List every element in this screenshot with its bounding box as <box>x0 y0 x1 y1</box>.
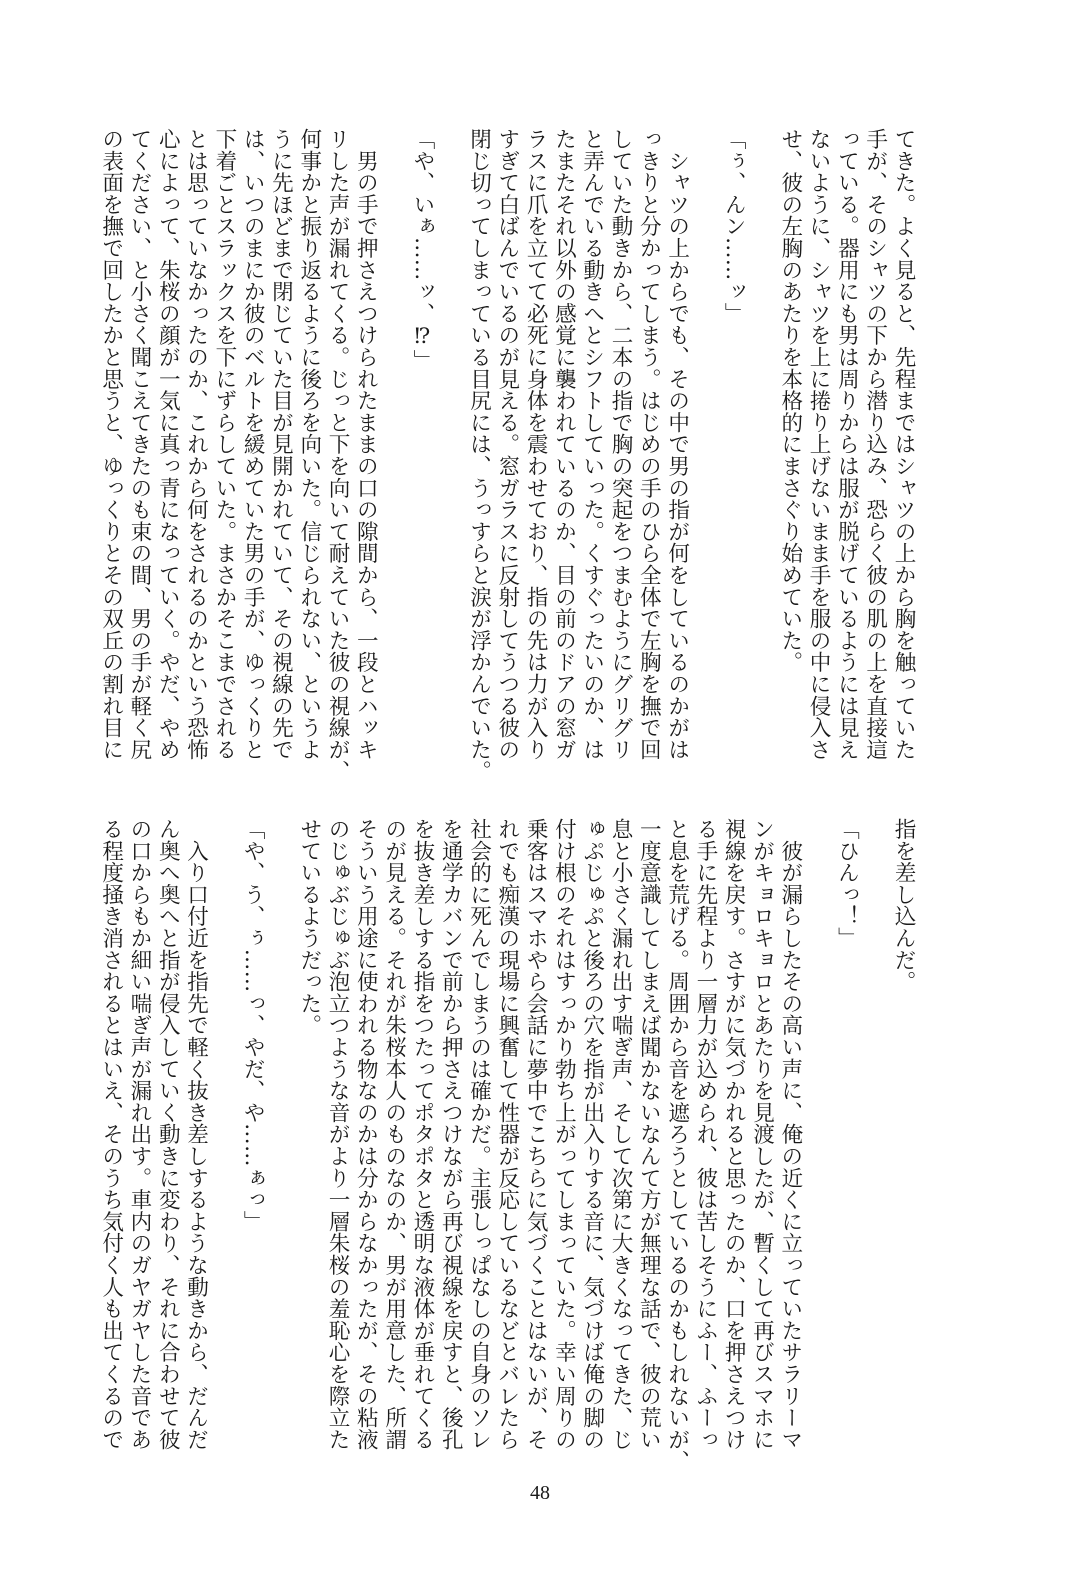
text-column: 下着ごとスラックスを下にずらしていた。まさかそこまでされる <box>211 128 237 761</box>
text-column: たまたそれ以外の感覚に襲われているのか、目の前のドアの窓ガ <box>551 128 577 761</box>
upper-text-block <box>96 128 917 782</box>
text-column: 「ぅ、んン……ッ」 <box>721 128 747 325</box>
text-column: 男の手で押さえつけられたままの口の隙間から、一段とハッキ <box>353 128 379 761</box>
text-column: 心によって、朱桜の顔が一気に真っ青になっていく。やだ、やめ <box>155 128 181 761</box>
text-column: うに先ほどまで閉じていた目が見開かれていて、その視線の先で <box>268 128 294 761</box>
text-column: 付け根のそれはすっかり勃ち上がってしまっていた。幸い周りの <box>551 818 577 1451</box>
text-column: 「ひんっ！」 <box>834 818 860 949</box>
text-column: れでも痴漢の現場に興奮して性器が反応しているなどとバレたら <box>494 818 520 1451</box>
text-column: ん奥へ奥へと指が侵入していく動きに変わり、それに合わせて彼 <box>155 818 181 1451</box>
text-column: ゅぷじゅぷと後ろの穴を指が出入りする音に、気づけば俺の脚の <box>579 818 605 1451</box>
text-column: っている。器用にも男は周りからは服が脱げているようには見え <box>834 128 860 761</box>
text-column: の表面を撫で回したかと思うと、ゆっくりとその双丘の割れ目に <box>98 128 124 761</box>
blank-line <box>804 818 832 1458</box>
blank-line <box>436 128 464 768</box>
page-number: 48 <box>530 1482 550 1504</box>
blank-line <box>379 128 407 768</box>
text-column: 何事かと振り返るように後ろを向いた。信じられない、というよ <box>296 128 322 761</box>
blank-line <box>266 818 294 1458</box>
text-column: 手が、そのシャツの下から潜り込み、恐らく彼の肌の上を直接這 <box>862 128 888 761</box>
text-column: 彼が漏らしたその高い声に、俺の近くに立っていたサラリーマ <box>777 818 803 1451</box>
text-column: と弄んでいる動きへとシフトしていった。くすぐったいのか、は <box>579 128 605 761</box>
blank-line <box>691 128 719 768</box>
text-column: のじゅぶじゅぶ泡立つような音がより一層朱桜の羞恥心を際立た <box>325 818 351 1451</box>
text-column: 息と小さく漏れ出す喘ぎ声、そして次第に大きくなってきた、じ <box>608 818 634 1451</box>
text-column: 乗客はスマホやら会話に夢中でこちらに気づくことはないが、そ <box>523 818 549 1451</box>
text-column: の口からもか細い喘ぎ声が漏れ出す。車内のガヤガヤした音であ <box>126 818 152 1451</box>
text-column: 社会的に死んでしまうのは確かだ。主張しっぱなしの自身のソレ <box>466 818 492 1451</box>
text-column: を通学カバンで前から押さえつけながら再び視線を戻すと、後孔 <box>438 818 464 1451</box>
text-column: てきた。よく見ると、先程まではシャツの上から胸を触っていた <box>891 128 916 761</box>
text-column: 指を差し込んだ。 <box>891 818 916 993</box>
blank-line <box>860 818 888 1458</box>
text-column: そういう用途に使われる物なのかは分からなかったが、その粘液 <box>353 818 379 1451</box>
text-column: 「や、う、ぅ……っ、やだ、や……ぁっ」 <box>240 818 266 1233</box>
text-column: ないように、シャツを上に捲り上げないまま手を服の中に侵入さ <box>806 128 832 761</box>
text-column: てください、と小さく聞こえてきたのも束の間、男の手が軽く尻 <box>126 128 152 761</box>
text-column: は、いつのまにか彼のベルトを緩めていた男の手が、ゆっくりと <box>240 128 266 761</box>
text-column: 閉じ切ってしまっている目尻には、うっすらと涙が浮かんでいた。 <box>466 128 492 782</box>
text-column: とは思っていなかったのか、これから何をされるのかという恐怖 <box>183 128 209 761</box>
text-column: すぎて白ばんでいるのが見える。窓ガラスに反射してうつる彼の <box>494 128 520 761</box>
text-column: していた動きから、二本の指で胸の突起をつまむようにグリグリ <box>608 128 634 761</box>
text-column: る手に先程より一層力が込められ、彼は苦しそうにふー、ふーっ <box>692 818 718 1451</box>
text-column: のが見える。それが朱桜本人のものなのか、男が用意した、所謂 <box>381 818 407 1451</box>
text-column: を抜き差しする指をつたってポタポタと透明な液体が垂れてくる <box>409 818 435 1451</box>
blank-line <box>747 128 775 768</box>
text-column: シャツの上からでも、その中で男の指が何をしているのかがは <box>664 128 690 761</box>
text-column: る程度掻き消されるとはいえ、そのうち気付く人も出てくるので <box>98 818 124 1451</box>
text-column: 入り口付近を指先で軽く抜き差しするような動きから、だんだ <box>183 818 209 1451</box>
lower-text-block <box>96 818 917 1472</box>
text-column: 「や、いぁ……ッ、⁉」 <box>409 128 435 372</box>
text-column: せ、彼の左胸のあたりを本格的にまさぐり始めていた。 <box>777 128 803 673</box>
text-column: ンがキョロキョロとあたりを見渡したが、暫くして再びスマホに <box>749 818 775 1451</box>
text-column: ラスに爪を立てて必死に身体を震わせており、指の先は力が入り <box>523 128 549 761</box>
text-column: 視線を戻す。さすがに気づかれると思ったのか、口を押さえつけ <box>721 818 747 1451</box>
text-column: と息を荒げる。周囲から音を遮ろうとしているのかもしれないが、 <box>664 818 690 1472</box>
blank-line <box>210 818 238 1458</box>
text-column: 一度意識してしまえば聞かないなんて方が無理な話で、彼の荒い <box>636 818 662 1451</box>
text-column: せているようだった。 <box>296 818 322 1036</box>
text-column: っきりと分かってしまう。はじめの手のひら全体で左胸を撫で回 <box>636 128 662 761</box>
text-column: リした声が漏れてくる。じっと下を向いて耐えていた彼の視線が、 <box>325 128 351 782</box>
